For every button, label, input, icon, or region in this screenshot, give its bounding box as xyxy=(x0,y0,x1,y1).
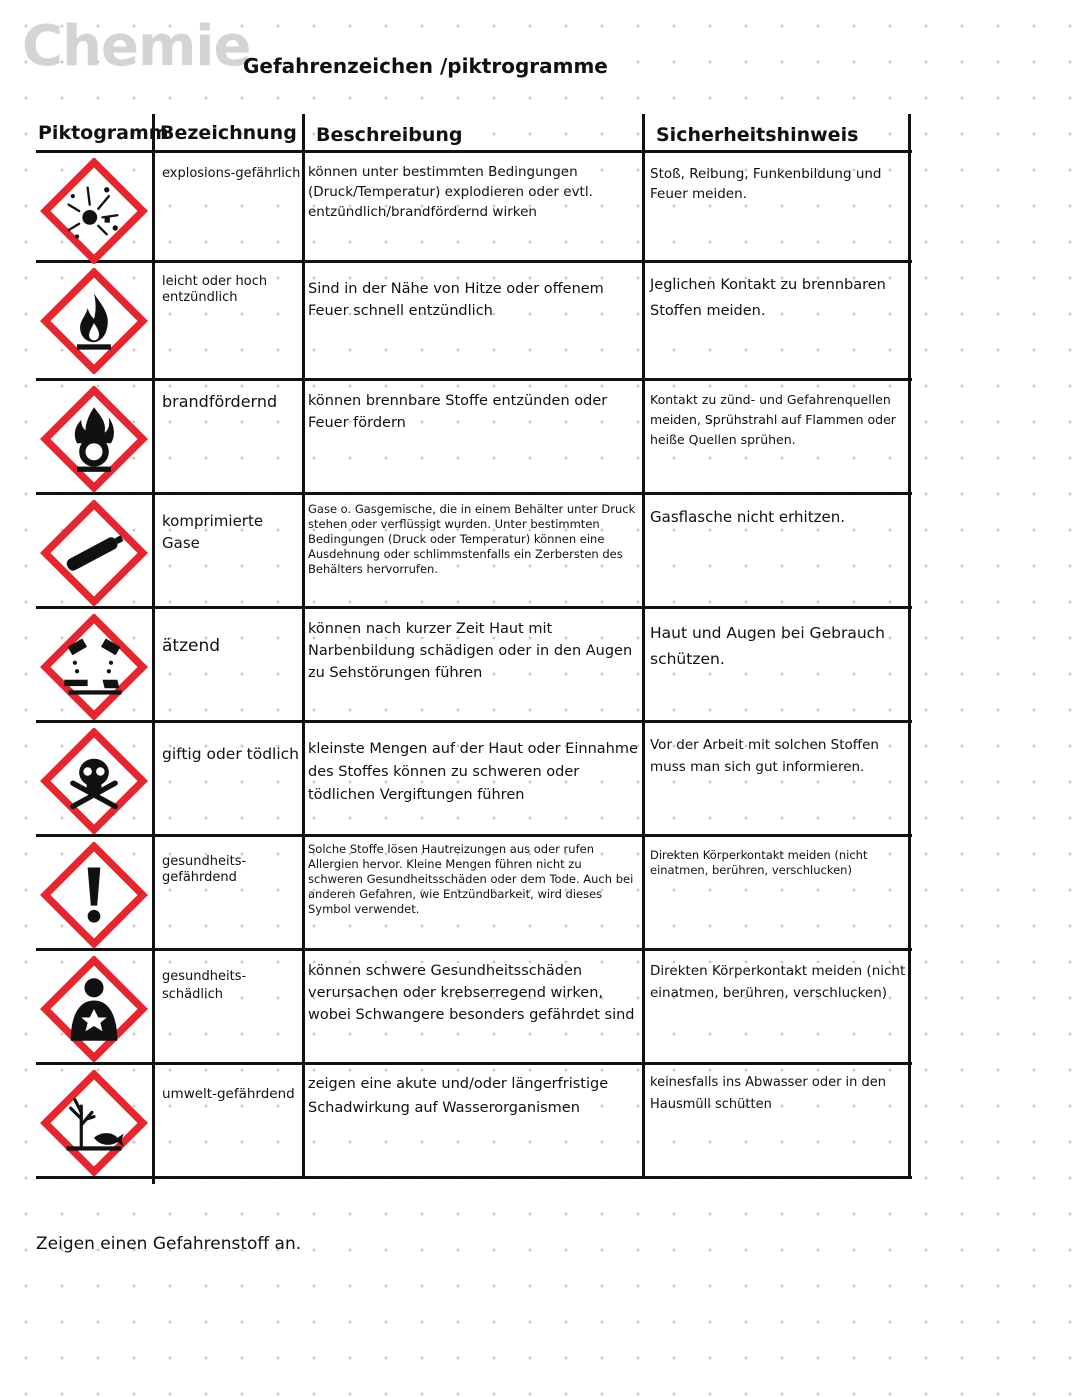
grid-line xyxy=(36,378,912,381)
hazard-safety: Gasflasche nicht erhitzen. xyxy=(650,508,845,526)
hazard-description: Sind in der Nähe von Hitze oder offenem Feuer schnell entzündlich xyxy=(308,281,604,319)
hazard-name: gesundheits-gefährdend xyxy=(162,854,247,885)
hazard-description: Gase o. Gasgemische, die in einem Behälter unter Druck stehen oder verflüssigt wurden. Unter bestimmten Bedingungen (Druck oder Temperatur) können eine Ausdehnung oder schlimmstenfalls ein Zerbersten des Behälters hervorrufen. xyxy=(308,502,636,576)
hazard-description: können nach kurzer Zeit Haut mit Narbenbildung schädigen oder in den Augen zu Sehstörungen führen xyxy=(308,621,633,681)
column-header-safety: Sicherheitshinweis xyxy=(656,124,859,146)
table-row xyxy=(36,1068,912,1176)
grid-line xyxy=(36,260,912,263)
oxidizing-pictogram-icon xyxy=(38,386,150,492)
grid-line xyxy=(36,606,912,609)
table-row xyxy=(36,726,912,834)
hazard-name: explosions-gefährlich xyxy=(162,166,301,181)
hazard-safety: Direkten Körperkontakt meiden (nicht einatmen, berühren, verschlucken) xyxy=(650,848,868,877)
hazard-safety: Kontakt zu zünd- und Gefahrenquellen meiden, Sprühstrahl auf Flammen oder heiße Quellen sprühen. xyxy=(650,392,896,447)
hazard-description: können unter bestimmten Bedingungen (Druck/Temperatur) explodieren oder evtl. entzündlich/brandfördernd wirken xyxy=(308,164,593,220)
serious-health-hazard-pictogram-icon xyxy=(38,956,150,1062)
hazard-description: zeigen eine akute und/oder längerfristige Schadwirkung auf Wasserorganismen xyxy=(308,1076,609,1116)
grid-line xyxy=(36,834,912,837)
hazard-table xyxy=(36,114,912,1180)
table-row xyxy=(36,384,912,492)
corrosive-pictogram-icon xyxy=(38,614,150,720)
hazard-description: können brennbare Stoffe entzünden oder Feuer fördern xyxy=(308,393,608,431)
hazard-name: komprimierte Gase xyxy=(162,512,264,552)
compressed-gas-pictogram-icon xyxy=(38,500,150,606)
hazard-name: ätzend xyxy=(162,636,221,656)
table-row xyxy=(36,266,912,378)
hazard-name: umwelt-gefährdend xyxy=(162,1086,295,1102)
environment-pictogram-icon xyxy=(38,1070,150,1176)
toxic-pictogram-icon xyxy=(38,728,150,834)
hazard-description: können schwere Gesundheitsschäden verursachen oder krebserregend wirken, wobei Schwangere besonders gefährdet sind xyxy=(308,963,635,1023)
page-title: Chemie xyxy=(22,14,251,79)
hazard-safety: Stoß, Reibung, Funkenbildung und Feuer meiden. xyxy=(650,166,882,202)
page-subtitle: Gefahrenzeichen /piktrogramme xyxy=(243,54,608,78)
column-header-name: Bezeichnung xyxy=(160,122,297,144)
flammable-pictogram-icon xyxy=(38,268,150,374)
hazard-name: giftig oder tödlich xyxy=(162,745,299,763)
table-row xyxy=(36,840,912,948)
hazard-safety: keinesfalls ins Abwasser oder in den Hausmüll schütten xyxy=(650,1075,887,1112)
hazard-name: gesundheits-schädlich xyxy=(162,969,247,1002)
hazard-safety: Jeglichen Kontakt zu brennbaren Stoffen meiden. xyxy=(650,277,886,319)
hazard-description: Solche Stoffe lösen Hautreizungen aus oder rufen Allergien hervor. Kleine Mengen führen nicht zu schweren Gesundheitsschäden oder dem Tode. Auch bei anderen Gefahren, wie Entzündbarkeit, wird dieses Symbol verwendet. xyxy=(308,842,634,916)
table-row xyxy=(36,498,912,606)
grid-line xyxy=(36,948,912,951)
hazard-safety: Direkten Körperkontakt meiden (nicht einatmen, berühren, verschlucken) xyxy=(650,963,906,1001)
health-hazard-exclamation-pictogram-icon xyxy=(38,842,150,948)
explosive-pictogram-icon xyxy=(38,158,150,264)
hazard-name: leicht oder hoch entzündlich xyxy=(162,274,268,305)
grid-line xyxy=(36,150,912,153)
hazard-name: brandfördernd xyxy=(162,392,278,411)
grid-line xyxy=(36,720,912,723)
hazard-description: kleinste Mengen auf der Haut oder Einnahme des Stoffes können zu schweren oder tödlichen Vergiftungen führen xyxy=(308,741,638,803)
table-row xyxy=(36,156,912,260)
table-row xyxy=(36,954,912,1062)
column-header-pictogram: Piktogramm xyxy=(38,122,169,144)
grid-line xyxy=(36,492,912,495)
grid-line xyxy=(36,1176,912,1179)
table-row xyxy=(36,612,912,720)
hazard-safety: Vor der Arbeit mit solchen Stoffen muss man sich gut informieren. xyxy=(650,737,879,775)
grid-line xyxy=(36,1062,912,1065)
column-header-description: Beschreibung xyxy=(316,124,463,146)
footer-note: Zeigen einen Gefahrenstoff an. xyxy=(36,1234,302,1254)
hazard-safety: Haut und Augen bei Gebrauch schützen. xyxy=(650,624,885,668)
